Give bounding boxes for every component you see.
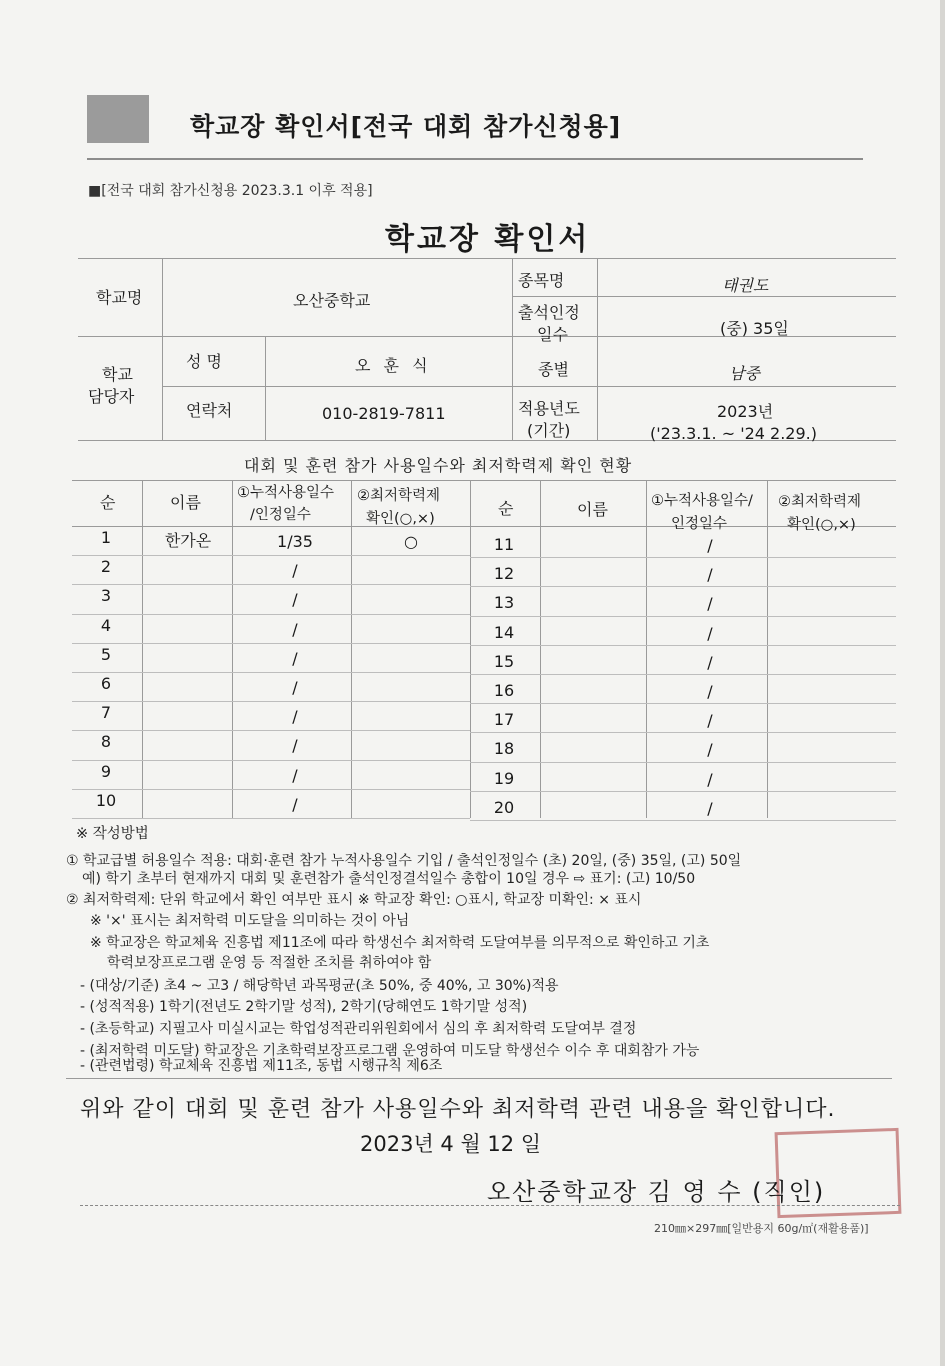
year-label-2: (기간) (527, 421, 571, 440)
notes-divider (66, 1078, 892, 1079)
note-line: 학력보장프로그램 운영 등 적절한 조치를 취하여야 함 (107, 955, 432, 971)
year-label-1: 적용년도 (518, 399, 580, 418)
header-min-left-1: ②최저학력제 (357, 488, 441, 504)
row-divider (72, 701, 470, 702)
row-number: 14 (493, 622, 515, 642)
row-number: 12 (493, 564, 515, 584)
date-text: 2023년 4 월 12 일 (360, 1132, 542, 1156)
info-rule (78, 258, 896, 259)
row-divider (72, 789, 470, 790)
row-number: 11 (493, 535, 515, 554)
row-divider (470, 703, 896, 704)
header-name-left: 이름 (170, 493, 201, 512)
row-days: / (707, 623, 713, 643)
row-days: / (707, 652, 713, 672)
footer-divider (80, 1205, 900, 1206)
header-days-left-2: /인정일수 (250, 507, 311, 523)
row-min-check: ○ (404, 532, 418, 551)
row-number: 8 (100, 732, 112, 752)
row-number: 5 (100, 644, 112, 664)
row-divider (470, 791, 896, 792)
note-line: - (최저학력 미도달) 학교장은 기초학력보장프로그램 운영하여 미도달 학생선수 이수 후 대회참가 가능 (80, 1043, 700, 1059)
table-rule (142, 480, 143, 818)
attendance-label-2: 일수 (537, 325, 568, 344)
row-days: / (707, 798, 713, 818)
row-days: 1/35 (277, 532, 313, 551)
info-rule (162, 386, 896, 387)
header-days-left-1: ①누적사용일수 (237, 485, 335, 501)
name-label: 성 명 (186, 352, 222, 371)
attendance-label-1: 출석인정 (518, 303, 580, 322)
gender-value: 남중 (729, 364, 760, 383)
year-value-2: ('23.3.1. ~ '24 2.29.) (650, 424, 817, 443)
row-number: 2 (100, 557, 112, 577)
name-value: 오 훈 식 (355, 356, 432, 375)
row-divider (470, 586, 896, 587)
row-divider (470, 762, 896, 763)
school-label: 학교명 (96, 288, 143, 307)
row-days: / (292, 765, 298, 785)
signer-text: 오산중학교장 김 영 수 (직인) (487, 1178, 826, 1206)
row-divider (470, 557, 896, 558)
row-days: / (707, 536, 713, 555)
page-title: 학교장 확인서[전국 대회 참가신청용] (190, 112, 622, 141)
table-rule (72, 480, 896, 481)
row-days: / (292, 707, 298, 727)
info-rule (512, 258, 513, 440)
row-divider (470, 674, 896, 675)
note-line: ① 학교급별 허용일수 적용: 대회·훈련 참가 누적사용일수 기입 / 출석인정일수 (초) 20일, (중) 35일, (고) 50일 (66, 853, 742, 869)
note-line: - (대상/기준) 초4 ~ 고3 / 해당학년 과목평균(초 50%, 중 40%, 고 30%)적용 (80, 978, 559, 994)
row-divider (72, 584, 470, 585)
table-rule (540, 480, 541, 818)
row-days: / (707, 594, 713, 614)
row-number: 3 (100, 586, 112, 606)
row-days: / (292, 590, 298, 610)
row-divider (470, 616, 896, 617)
row-number: 18 (493, 739, 515, 759)
notes-title: ※ 작성방법 (76, 826, 149, 842)
header-name-right: 이름 (577, 500, 608, 519)
table-rule (232, 480, 233, 818)
contact-value: 010-2819-7811 (322, 404, 446, 423)
row-number: 9 (100, 761, 112, 781)
row-days: / (292, 619, 298, 639)
gender-label: 종별 (538, 360, 569, 379)
title-bar-block (87, 95, 149, 143)
attendance-value: (중) 35일 (720, 319, 789, 338)
row-number: 10 (95, 790, 117, 810)
note-line: ② 최저학력제: 단위 학교에서 확인 여부만 표시 ※ 학교장 확인: ○표시, 학교장 미확인: × 표시 (66, 892, 642, 908)
row-days: / (292, 794, 298, 814)
row-divider (72, 760, 470, 761)
table-caption: 대회 및 훈련 참가 사용일수와 최저학력제 확인 현황 (244, 456, 633, 475)
year-value-1: 2023년 (717, 402, 774, 421)
table-rule (767, 480, 768, 818)
note-line: ※ '×' 표시는 최저학력 미도달을 의미하는 것이 아님 (90, 913, 410, 929)
row-days: / (707, 740, 713, 760)
note-line: - (초등학교) 지필고사 미실시교는 학업성적관리위원회에서 심의 후 최저학력 도달여부 결정 (80, 1021, 637, 1037)
row-days: / (292, 648, 298, 668)
row-number: 6 (100, 674, 112, 693)
school-value: 오산중학교 (293, 291, 371, 310)
header-min-right-1: ②최저학력제 (778, 494, 862, 510)
row-divider (72, 555, 470, 556)
row-days: / (707, 769, 713, 789)
table-rule (470, 480, 471, 818)
row-number: 19 (493, 768, 515, 788)
note-line: 예) 학기 초부터 현재까지 대회 및 훈련참가 출석인정결석일수 총합이 10일 경우 ⇨ 표기: (고) 10/50 (82, 871, 696, 887)
row-days: / (707, 682, 713, 701)
confirmation-text: 위와 같이 대회 및 훈련 참가 사용일수와 최저학력 관련 내용을 확인합니다. (80, 1097, 836, 1122)
table-rule (351, 480, 352, 818)
row-days: / (707, 711, 713, 731)
row-divider (470, 820, 896, 821)
row-days: / (707, 565, 713, 585)
row-number: 7 (100, 703, 112, 723)
row-number: 20 (493, 797, 515, 817)
applicability-note: ■[전국 대회 참가신청용 2023.3.1 이후 적용] (88, 183, 373, 199)
note-line: ※ 학교장은 학교체육 진흥법 제11조에 따라 학생선수 최저학력 도달여부를 의무적으로 확인하고 기초 (90, 935, 710, 951)
event-value: 태권도 (722, 276, 769, 295)
row-name: 한가온 (164, 531, 212, 550)
manager-label-2: 담당자 (88, 387, 135, 406)
row-number: 4 (100, 615, 112, 635)
row-number: 17 (493, 710, 515, 730)
row-number: 16 (493, 681, 515, 700)
row-divider (72, 672, 470, 673)
manager-label-1: 학교 (102, 365, 133, 384)
row-divider (72, 643, 470, 644)
document-title: 학교장 확인서 (385, 222, 591, 257)
header-no-right: 순 (498, 499, 514, 518)
row-divider (72, 614, 470, 615)
row-days: / (292, 561, 298, 581)
row-divider (72, 818, 470, 819)
note-line: - (관련법령) 학교체육 진흥법 제11조, 동법 시행규칙 제6조 (80, 1058, 443, 1074)
title-underline (87, 158, 863, 160)
note-line: - (성적적용) 1학기(전년도 2학기말 성적), 2학기(당해연도 1학기말 성적) (80, 999, 528, 1015)
row-number: 15 (493, 651, 515, 671)
row-number: 13 (493, 593, 515, 613)
row-days: / (292, 678, 298, 697)
info-rule (265, 336, 266, 440)
header-min-left-2: 확인(○,×) (366, 511, 435, 527)
info-rule (512, 296, 896, 297)
contact-label: 연락처 (186, 401, 233, 420)
row-divider (72, 730, 470, 731)
table-rule (72, 526, 896, 527)
paper-spec-footer: 210㎜×297㎜[일반용지 60g/㎡(재활용품)] (654, 1222, 869, 1235)
header-no-left: 순 (100, 493, 116, 512)
table-rule (646, 480, 647, 818)
row-divider (470, 645, 896, 646)
row-divider (470, 732, 896, 733)
info-rule (162, 258, 163, 440)
header-days-right-2: 인정일수 (671, 516, 728, 532)
row-number: 1 (100, 528, 112, 547)
event-label: 종목명 (518, 271, 565, 290)
info-rule (597, 258, 598, 440)
header-min-right-2: 확인(○,×) (787, 517, 856, 533)
row-days: / (292, 736, 298, 756)
header-days-right-1: ①누적사용일수/ (651, 493, 753, 509)
